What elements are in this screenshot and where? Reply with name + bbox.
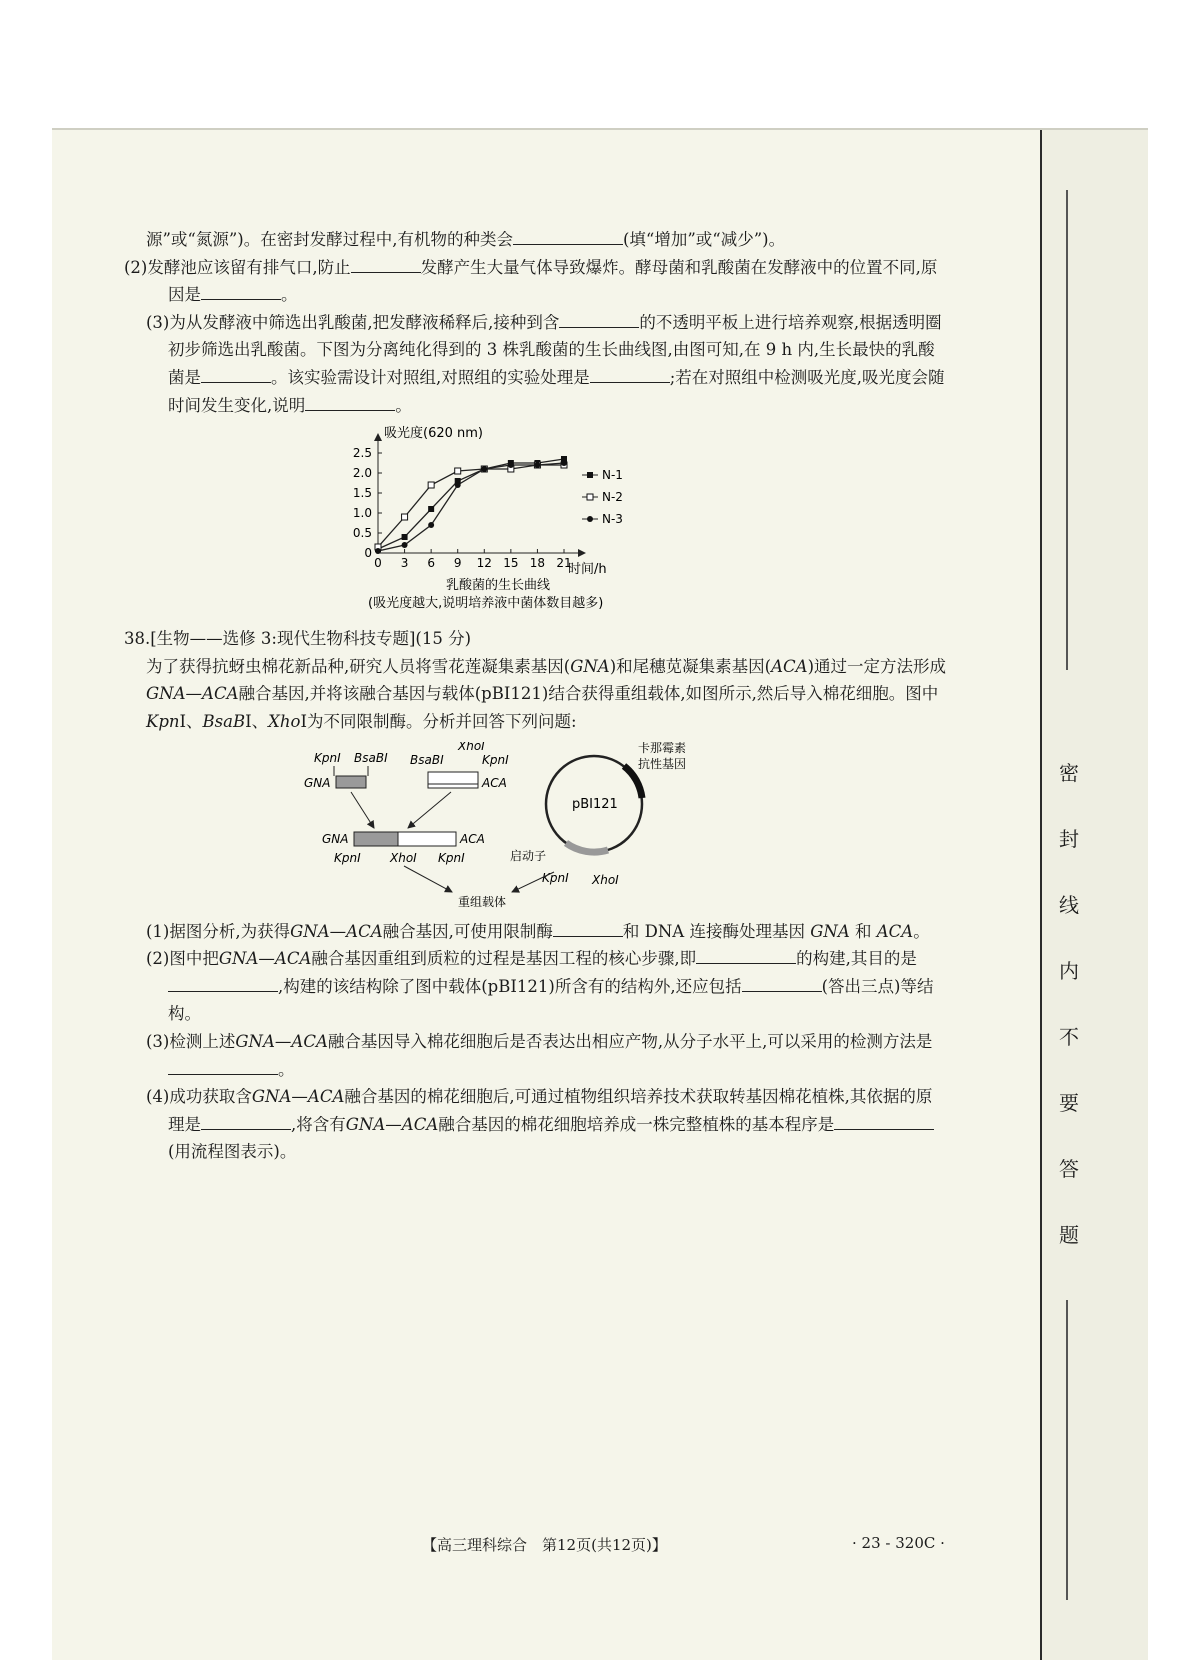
- data-point-N-2: [428, 482, 434, 488]
- q37-part2: (2)发酵池应该留有排气口,防止 发酵产生大量气体导致爆炸。酵母菌和乳酸菌在发酵液中的位置不同,原因是 。: [146, 254, 946, 309]
- bsab-label-aca: BsaBⅠ: [410, 752, 444, 767]
- data-point-N-3: [455, 482, 461, 488]
- data-point-N-3: [428, 522, 434, 528]
- answer-blank[interactable]: [696, 945, 796, 964]
- x-tick-label: 21: [556, 556, 572, 571]
- y-tick-label: 0.5: [352, 526, 372, 541]
- question-content: [124, 226, 947, 1166]
- aca-fused-label: ACA: [460, 831, 485, 846]
- q38-part4: (4)成功获取含GNA—ACA融合基因的棉花细胞后,可通过植物组织培养技术获取转基因棉花植株,其依据的原理是 ,将含有GNA—ACA融合基因的棉花细胞培养成一株完整植株的基本程序是(用流程图表示)。: [146, 1087, 933, 1162]
- fused-aca-part: [398, 832, 456, 846]
- data-point-N-3: [508, 462, 514, 468]
- x-axis-label: 时间/h: [568, 562, 607, 578]
- q37-line1: 源”或“氮源”)。在密封发酵过程中,有机物的种类会 (填“增加”或“减少”)。: [146, 226, 946, 254]
- data-point-N-3: [402, 542, 408, 548]
- legend-label-N-2: N-2: [602, 490, 623, 505]
- x-tick-label: 9: [453, 556, 462, 571]
- answer-blank[interactable]: [168, 1056, 278, 1075]
- y-axis-label: 吸光度(620 nm): [384, 426, 483, 442]
- legend-marker-N-2: [587, 494, 593, 500]
- answer-blank[interactable]: [351, 254, 421, 273]
- seal-notice: 密封线内不要答题: [1059, 761, 1079, 1247]
- x-axis-arrow: [578, 549, 586, 557]
- arrow: [404, 866, 452, 892]
- promoter-segment: [566, 843, 608, 852]
- q38-part2: (2)图中把GNA—ACA融合基因重组到质粒的过程是基因工程的核心步骤,即 的构建,其目的是,构建的该结构除了图中载体(pBI121)所含有的结构外,还应包括 (答出三点)等结构。: [146, 945, 946, 1028]
- footer-page-info: 【高三理科综合 第12页(共12页)】: [422, 1536, 667, 1554]
- aca-fragment-strand: [428, 784, 478, 788]
- seal-line: [1040, 130, 1042, 1660]
- legend-label-N-1: N-1: [602, 468, 623, 483]
- chart-svg: [146, 423, 946, 623]
- y-tick-label: 1.0: [352, 506, 372, 521]
- aca-label: ACA: [482, 775, 507, 790]
- q38-intro: 为了获得抗蚜虫棉花新品种,研究人员将雪花莲凝集素基因(GNA)和尾穗苋凝集素基因(ACA)通过一定方法形成GNA—ACA融合基因,并将该融合基因与载体(pBI121)结合获得重组载体,如图所示,然后导入棉花细胞。图中KpnⅠ、BsaBⅠ、XhoⅠ为不同限制酶。分析并回答下列问题:: [146, 656, 947, 731]
- kan-label-1: 卡那霉素: [638, 741, 687, 755]
- y-tick-label: 2.5: [352, 446, 372, 461]
- answer-blank[interactable]: [553, 918, 623, 937]
- aca-fragment: [428, 772, 478, 784]
- footer-code: · 23 - 320C ·: [852, 1534, 945, 1552]
- chart-title: 乳酸菌的生长曲线: [446, 578, 551, 594]
- growth-curve-chart: [146, 423, 946, 623]
- x-tick-label: 0: [374, 556, 382, 571]
- fused-gna-part: [354, 832, 398, 846]
- arrow: [351, 792, 374, 828]
- gna-fused-label: GNA: [322, 831, 349, 846]
- gna-label: GNA: [304, 775, 331, 790]
- q38-part3: (3)检测上述GNA—ACA融合基因导入棉花细胞后是否表达出相应产物,从分子水平上,可以采用的检测方法是。: [146, 1031, 933, 1079]
- answer-blank[interactable]: [559, 309, 639, 328]
- gna-fragment: [336, 776, 366, 788]
- data-point-N-2: [455, 468, 461, 474]
- x-tick-label: 18: [529, 556, 546, 571]
- data-point-N-1: [402, 534, 408, 540]
- q38-heading: 38.[生物——选修 3:现代生物科技专题](15 分): [124, 629, 472, 649]
- answer-blank[interactable]: [513, 226, 623, 245]
- chart-subtitle: (吸光度越大,说明培养液中菌体数目越多): [368, 596, 604, 612]
- recombinant-vector-label: 重组载体: [458, 894, 507, 909]
- seal-dash-bottom: [1066, 1300, 1068, 1600]
- kan-label-2: 抗性基因: [638, 756, 687, 771]
- answer-blank[interactable]: [742, 973, 822, 992]
- plasmid-name: pBI121: [572, 796, 618, 812]
- legend-marker-N-1: [587, 472, 593, 478]
- arrow: [408, 792, 451, 828]
- y-tick-label: 2.0: [352, 466, 372, 481]
- kpn-label-fused-right: KpnⅠ: [438, 850, 465, 865]
- x-tick-label: 6: [427, 556, 435, 571]
- figure-svg: [146, 742, 946, 912]
- y-tick-label: 0: [364, 546, 372, 561]
- data-point-N-3: [534, 462, 540, 468]
- answer-blank[interactable]: [834, 1111, 934, 1130]
- answer-blank[interactable]: [201, 1111, 291, 1130]
- seal-dash-top: [1066, 190, 1068, 670]
- q37-part3: (3)为从发酵液中筛选出乳酸菌,把发酵液稀释后,接种到含 的不透明平板上进行培养观察,根据透明圈初步筛选出乳酸菌。下图为分离纯化得到的 3 株乳酸菌的生长曲线图,由图可知,在 9 h 内,生长最快的乳酸菌是 。该实验需设计对照组,对照组的实验处理是 ;若在对照组中检测吸光度,吸光度会随时间发生变化,说明 。: [146, 309, 946, 419]
- x-tick-label: 15: [503, 556, 519, 571]
- xho-label-top: XhoⅠ: [458, 741, 485, 753]
- kpn-label-top: KpnⅠ: [314, 750, 341, 765]
- legend-marker-N-3: [587, 516, 593, 522]
- y-tick-label: 1.5: [352, 486, 372, 501]
- promoter-label: 启动子: [510, 848, 547, 863]
- answer-blank[interactable]: [590, 364, 670, 383]
- kpn-label-aca: KpnⅠ: [482, 752, 509, 767]
- x-tick-label: 12: [476, 556, 492, 571]
- answer-blank[interactable]: [305, 392, 395, 411]
- answer-blank[interactable]: [201, 364, 271, 383]
- recombinant-vector-figure: [146, 742, 946, 912]
- data-point-N-3: [375, 548, 381, 554]
- answer-blank[interactable]: [168, 973, 278, 992]
- xho-label-fused: XhoⅠ: [390, 850, 417, 865]
- data-point-N-3: [561, 460, 567, 466]
- legend-label-N-3: N-3: [602, 512, 623, 527]
- xho-label-plasmid: XhoⅠ: [592, 872, 619, 887]
- x-tick-label: 3: [400, 556, 409, 571]
- answer-blank[interactable]: [201, 281, 281, 300]
- bsab-label-top: BsaBⅠ: [354, 750, 388, 765]
- data-point-N-1: [428, 506, 434, 512]
- kpn-label-fused-left: KpnⅠ: [334, 850, 361, 865]
- q38-part1: (1)据图分析,为获得GNA—ACA融合基因,可使用限制酶 和 DNA 连接酶处理基因 GNA 和 ACA。: [146, 918, 946, 946]
- data-point-N-2: [402, 514, 408, 520]
- kpn-label-plasmid: KpnⅠ: [542, 870, 569, 885]
- y-axis-arrow: [374, 433, 382, 441]
- data-point-N-3: [481, 466, 487, 472]
